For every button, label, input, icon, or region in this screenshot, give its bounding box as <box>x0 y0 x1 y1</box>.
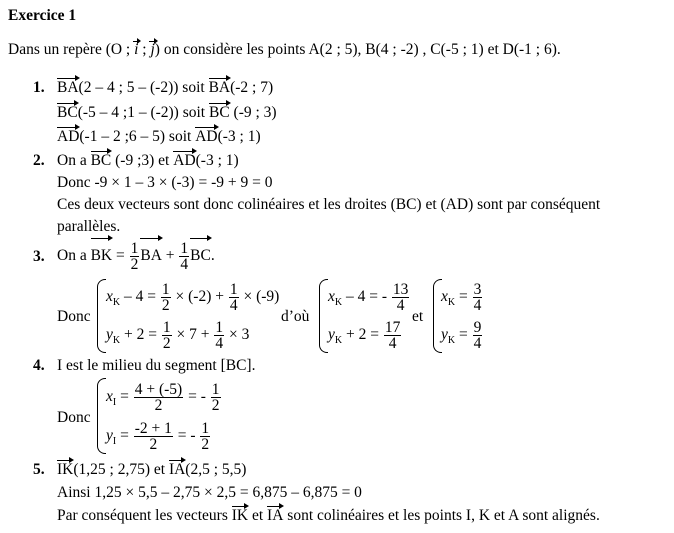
intro-part: ) on considère les points A(2 ; 5), B(4 ; -2) , C(-5 ; 1) et D(-1 ; 6). <box>154 41 561 58</box>
q4-donc-label: Donc <box>57 409 91 426</box>
vector-ad: AD <box>195 128 218 145</box>
q4-system-row-1 <box>106 380 222 420</box>
text: × (-9) <box>239 288 280 305</box>
system-brace <box>97 378 106 454</box>
vector-ad: AD <box>173 152 196 169</box>
fraction <box>473 320 483 351</box>
subscript: K <box>112 335 121 347</box>
numerator: 9 <box>473 318 482 336</box>
subscript: K <box>112 297 121 309</box>
var: x <box>106 288 113 305</box>
numerator: 17 <box>384 318 401 336</box>
subscript: K <box>447 335 456 347</box>
system-brace <box>319 279 328 353</box>
denominator: 2 <box>154 396 163 414</box>
vector-ia: IA <box>267 507 284 524</box>
text: (-2 ; 7) <box>230 79 274 96</box>
text: = <box>455 288 472 305</box>
denominator: 2 <box>161 296 170 314</box>
question-5-number: 5. <box>33 461 45 478</box>
question-1-number: 1. <box>33 79 45 96</box>
denominator: 2 <box>149 435 158 453</box>
text: × (-2) + <box>171 288 228 305</box>
subscript: K <box>334 335 343 347</box>
fraction <box>229 282 239 313</box>
fraction <box>161 282 171 313</box>
denominator: 2 <box>201 435 210 453</box>
question-2-number: 2. <box>33 152 45 169</box>
text: On a <box>57 247 91 264</box>
fraction <box>473 282 483 313</box>
intro-part: ; <box>138 41 151 58</box>
vector-bc: BC <box>57 104 78 121</box>
q3-donc-label: Donc <box>57 308 91 325</box>
numerator: 3 <box>473 280 482 298</box>
numerator: 4 + (-5) <box>134 380 183 398</box>
text: (-9 ; 3) <box>229 104 277 121</box>
var: x <box>106 388 113 405</box>
q5-line-3 <box>57 506 600 526</box>
fraction <box>162 320 172 351</box>
denominator: 4 <box>396 296 405 314</box>
numerator: 13 <box>392 280 409 298</box>
vector-ad: AD <box>57 128 80 145</box>
text: (-3 ; 1) <box>195 152 239 169</box>
denominator: 2 <box>211 396 220 414</box>
text: + <box>161 247 179 264</box>
text: (-9 ;3) et <box>111 152 174 169</box>
var: y <box>328 326 335 343</box>
vector-ba: BA <box>208 79 231 96</box>
q3-system-3-row-1 <box>441 280 483 320</box>
vector-ik: IK <box>57 461 74 478</box>
q3-system-2-row-2 <box>328 318 402 358</box>
text: + 2 = <box>120 326 161 343</box>
vector-ik: IK <box>231 507 249 524</box>
q3-system-1-row-1 <box>106 280 279 320</box>
text: On a <box>57 152 91 169</box>
text: – 4 = - <box>342 288 391 305</box>
q5-line-1 <box>57 460 246 480</box>
q4-system-row-2 <box>106 419 211 459</box>
text: – 4 = <box>120 288 160 305</box>
question-3-number: 3. <box>33 248 45 265</box>
fraction <box>384 320 402 351</box>
fraction <box>214 320 224 351</box>
q3-system-1-row-2 <box>106 318 249 358</box>
denominator: 4 <box>215 334 224 352</box>
q2-line-2: Donc -9 × 1 – 3 × (-3) = -9 + 9 = 0 <box>57 174 273 191</box>
fraction <box>211 382 221 413</box>
q5-line-2: Ainsi 1,25 × 5,5 – 2,75 × 2,5 = 6,875 – 6,875 = 0 <box>57 484 362 501</box>
numerator: 1 <box>201 419 210 437</box>
fraction <box>179 241 189 272</box>
numerator: -2 + 1 <box>134 419 172 437</box>
vector-ba: BA <box>140 238 162 274</box>
q3-system-2-row-1 <box>328 280 410 320</box>
q4-line-1: I est le milieu du segment [BC]. <box>57 357 256 374</box>
var: y <box>441 326 448 343</box>
text: = <box>116 388 133 405</box>
vector-i: i <box>134 41 139 58</box>
question-4-number: 4. <box>33 357 45 374</box>
subscript: K <box>447 297 456 309</box>
text: + 2 = <box>342 326 383 343</box>
numerator: 1 <box>211 380 220 398</box>
var: x <box>441 288 448 305</box>
fraction <box>200 421 210 452</box>
q3-et-label: et <box>412 308 424 325</box>
q2-line-3: Ces deux vecteurs sont donc colinéaires et les droites (BC) et (AD) sont par conséquent <box>57 196 601 213</box>
fraction <box>134 382 183 413</box>
var: x <box>328 288 335 305</box>
text: (-3 ; 1) <box>217 128 261 145</box>
intro-text <box>8 40 561 60</box>
denominator: 4 <box>229 296 238 314</box>
text: Par conséquent les vecteurs <box>57 507 232 524</box>
text: (1,25 ; 2,75) et <box>73 461 169 478</box>
vector-bc: BC <box>90 152 112 169</box>
text: et <box>248 507 268 524</box>
subscript: I <box>112 397 117 409</box>
exercise-title: Exercice 1 <box>8 7 77 24</box>
q1-line-3 <box>57 127 261 147</box>
fraction <box>134 421 173 452</box>
q2-line-1 <box>57 151 239 171</box>
denominator: 4 <box>473 296 482 314</box>
text: = - <box>173 427 200 444</box>
subscript: I <box>112 436 117 448</box>
vector-bc: BC <box>208 104 230 121</box>
q1-line-2 <box>57 103 277 123</box>
denominator: 4 <box>473 334 482 352</box>
text: (-1 – 2 ;6 – 5) soit <box>79 128 196 145</box>
text: × 7 + <box>172 326 214 343</box>
vector-ba: BA <box>57 79 79 96</box>
fraction <box>130 241 140 272</box>
system-brace <box>97 279 106 353</box>
text: (2,5 ; 5,5) <box>185 461 247 478</box>
text: = <box>455 326 472 343</box>
denominator: 2 <box>162 334 171 352</box>
subscript: K <box>334 297 343 309</box>
q1-line-1 <box>57 78 273 98</box>
fraction <box>392 282 410 313</box>
numerator: 1 <box>130 239 139 257</box>
numerator: 1 <box>162 318 171 336</box>
text: = <box>112 247 129 264</box>
numerator: 1 <box>180 239 189 257</box>
numerator: 1 <box>161 280 170 298</box>
denominator: 4 <box>180 255 189 273</box>
text: . <box>210 247 215 264</box>
q3-line-1 <box>57 238 215 274</box>
vector-ia: IA <box>168 461 186 478</box>
numerator: 1 <box>229 280 238 298</box>
q3-dou-label: d’où <box>281 308 310 325</box>
vector-bc: BC <box>190 238 211 274</box>
var: y <box>106 427 113 444</box>
denominator: 4 <box>388 334 397 352</box>
var: y <box>106 326 113 343</box>
q2-line-4: parallèles. <box>57 218 121 235</box>
vector-j: j <box>150 41 155 58</box>
q3-system-3-row-2 <box>441 318 483 358</box>
denominator: 2 <box>130 255 139 273</box>
text: × 3 <box>225 326 250 343</box>
text: sont colinéaires et les points I, K et A sont alignés. <box>283 507 600 524</box>
text: (2 – 4 ; 5 – (-2)) soit <box>78 79 209 96</box>
text: = <box>116 427 133 444</box>
intro-part: Dans un repère (O ; <box>8 41 135 58</box>
text: = - <box>184 388 210 405</box>
vector-bk: BK <box>91 238 113 274</box>
text: (-5 – 4 ;1 – (-2)) soit <box>77 104 209 121</box>
numerator: 1 <box>215 318 224 336</box>
